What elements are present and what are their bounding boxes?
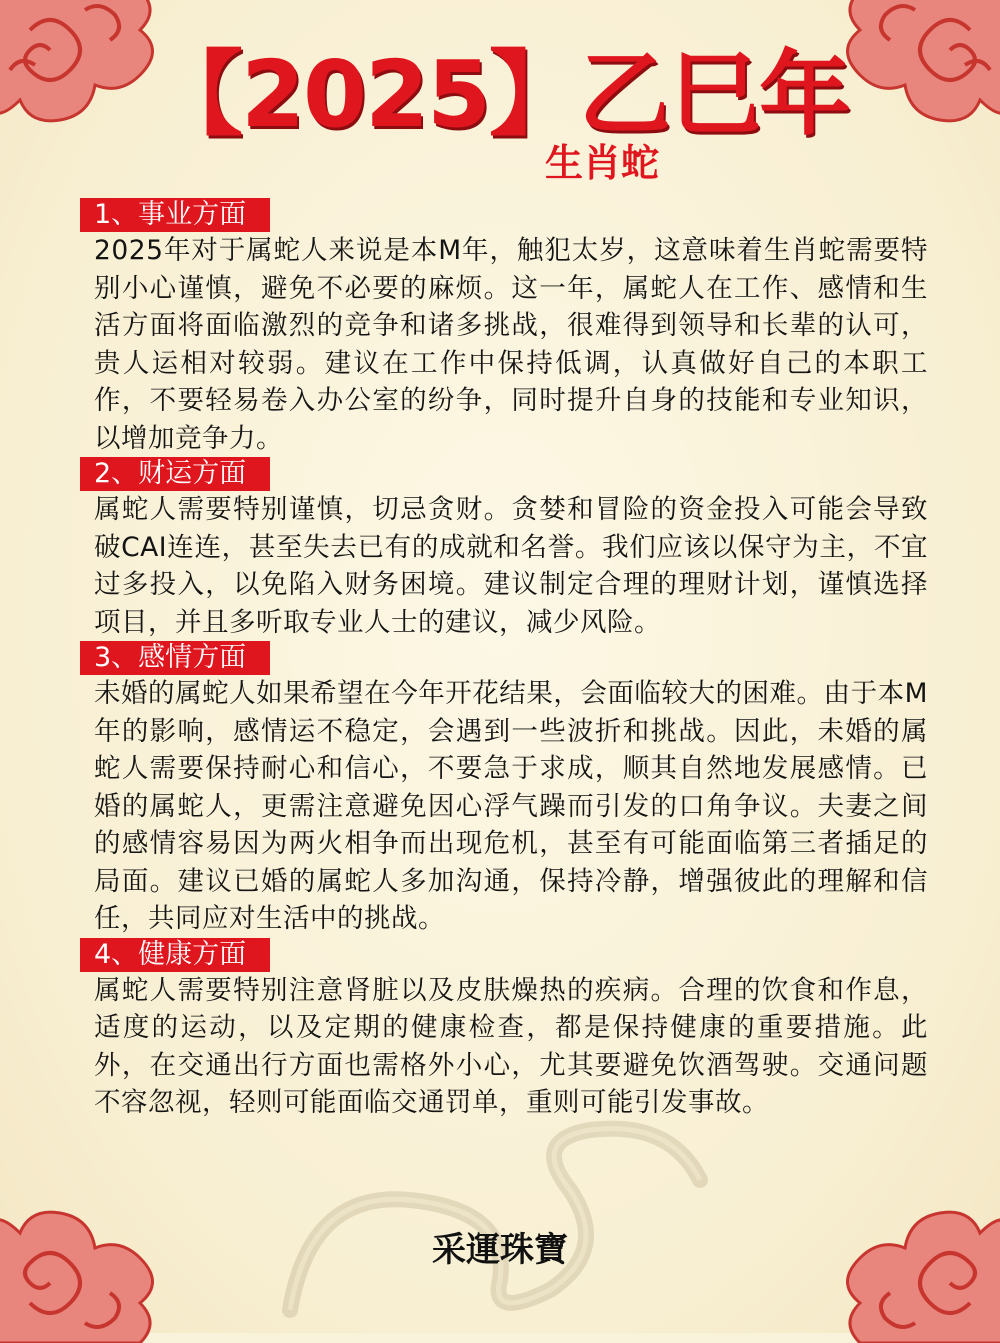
page-title: 【2025】乙巳年 bbox=[150, 41, 850, 148]
header bbox=[0, 40, 1000, 150]
section-career bbox=[80, 198, 928, 457]
section-body: 未婚的属蛇人如果希望在今年开花结果，会面临较大的困难。由于本M年的影响，感情运不稳定，会遇到一些波折和挑战。因此，未婚的属蛇人需要保持耐心和信心，不要急于求成，顺其自然地发展感情。已婚的属蛇人，更需注意避免因心浮气躁而引发的口角争议。夫妻之间的感情容易因为两火相争而出现危机，甚至有可能面临第三者插足的局面。建议已婚的属蛇人多加沟通，保持冷静，增强彼此的理解和信任，共同应对生活中的挑战。 bbox=[94, 678, 928, 934]
brand-footer: 采運珠寶 bbox=[432, 1230, 568, 1270]
section-heading: 2、财运方面 bbox=[80, 457, 270, 491]
section-body: 2025年对于属蛇人来说是本M年，触犯太岁，这意味着生肖蛇需要特别小心谨慎，避免不必要的麻烦。这一年，属蛇人在工作、感情和生活方面将面临激烈的竞争和诸多挑战，很难得到领导和长辈的认可，贵人运相对较弱。建议在工作中保持低调，认真做好自己的本职工作，不要轻易卷入办公室的纷争，同时提升自身的技能和专业知识，以增加竞争力。 bbox=[94, 235, 928, 454]
section-heading: 1、事业方面 bbox=[80, 198, 270, 232]
section-body: 属蛇人需要特别注意肾脏以及皮肤燥热的疾病。合理的饮食和作息，适度的运动，以及定期的健康检查，都是保持健康的重要措施。此外，在交通出行方面也需格外小心，尤其要避免饮酒驾驶。交通问题不容忽视，轻则可能面临交通罚单，重则可能引发事故。 bbox=[94, 974, 928, 1118]
section-wealth bbox=[80, 457, 928, 641]
section-heading: 4、健康方面 bbox=[80, 938, 270, 972]
content bbox=[80, 198, 928, 1122]
snake-watermark-icon bbox=[270, 1120, 740, 1320]
section-health bbox=[80, 938, 928, 1122]
section-heading: 3、感情方面 bbox=[80, 641, 270, 675]
section-love bbox=[80, 641, 928, 938]
section-body: 属蛇人需要特别谨慎，切忌贪财。贪婪和冒险的资金投入可能会导致破CAI连连，甚至失去已有的成就和名誉。我们应该以保守为主，不宜过多投入，以免陷入财务困境。建议制定合理的理财计划，谨慎选择项目，并且多听取专业人士的建议，减少风险。 bbox=[94, 494, 928, 638]
page-subtitle: 生肖蛇 bbox=[545, 141, 660, 185]
